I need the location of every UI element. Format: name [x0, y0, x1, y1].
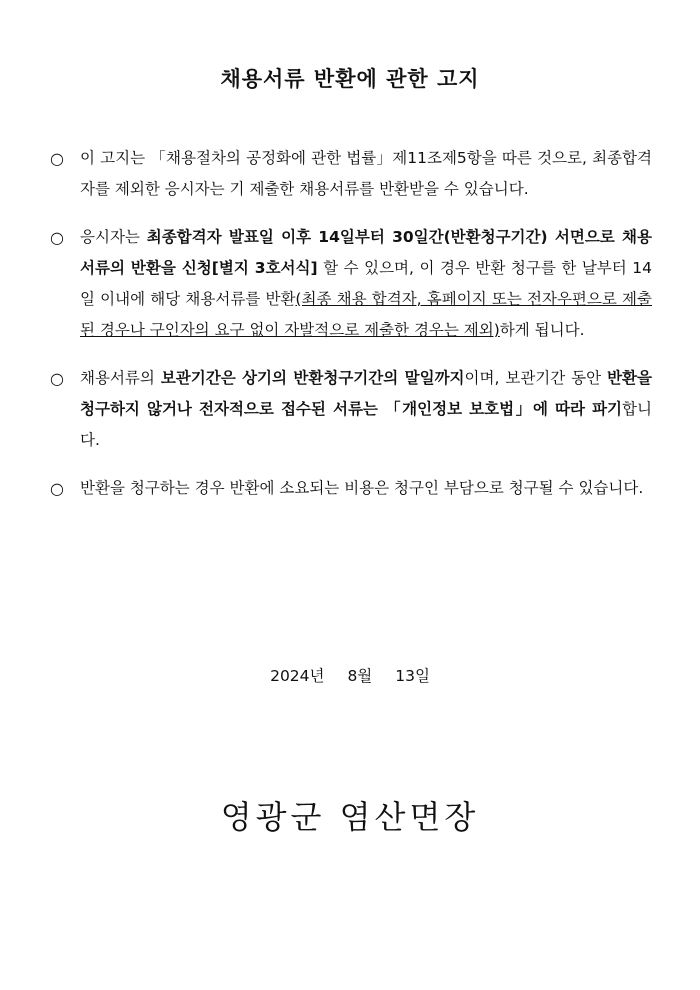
notice-item-text: 이 고지는 「채용절차의 공정화에 관한 법률」제11조제5항을 따른 것으로, 최종합격자를 제외한 응시자는 기 제출한 채용서류를 반환받을 수 있습니다.	[80, 149, 652, 198]
notice-item-text: 할 수 있으며, 이 경우 반환 청구를 한 날부터 14일 이내에 해당 채용서류를 반환	[80, 259, 652, 308]
notice-item-bold-text: 보관기간은 상기의 반환청구기간의 말일까지	[160, 369, 465, 387]
signer-name: 영광군 염산면장	[220, 798, 480, 836]
circle-bullet-icon: ○	[50, 228, 64, 247]
notice-item-text: 반환을 청구하는 경우 반환에 소요되는 비용은 청구인 부담으로 청구될 수 있습니다.	[80, 479, 644, 497]
notice-date	[0, 664, 700, 686]
notice-item-text: 하게 됩니다.	[499, 321, 585, 339]
date-month: 8월	[347, 667, 373, 685]
notice-item-bold-text: 최종합격자 발표일 이후 14일부터 30일간(반환청구기간) 서면으로 채용서류의 반환을 신청[별지 3호서식]	[80, 228, 652, 277]
notice-item-text: 이며, 보관기간 동안	[464, 369, 608, 387]
date-day: 13일	[395, 667, 430, 685]
circle-bullet-icon: ○	[50, 479, 64, 498]
page-title: 채용서류 반환에 관한 고지	[220, 67, 480, 91]
notice-item-text: 합니다.	[80, 400, 652, 449]
date-year: 2024년	[270, 667, 325, 685]
notice-item-2	[48, 222, 652, 346]
notice-item-underlined-text: (최종 채용 합격자, 홈페이지 또는 전자우편으로 제출된 경우나 구인자의 요구 없이 자발적으로 제출한 경우는 제외)	[80, 290, 652, 339]
notice-item-text: 응시자는	[80, 228, 147, 246]
notice-item-text: 채용서류의	[80, 369, 161, 387]
circle-bullet-icon: ○	[50, 149, 64, 168]
circle-bullet-icon: ○	[50, 369, 64, 388]
notice-item-4	[48, 473, 652, 504]
notice-items	[48, 143, 652, 521]
notice-item-1	[48, 143, 652, 205]
notice-item-3	[48, 363, 652, 456]
notice-item-bold-text: 반환을 청구하지 않거나 전자적으로 접수된 서류는 「개인정보 보호법」에 따라 파기	[80, 369, 652, 418]
